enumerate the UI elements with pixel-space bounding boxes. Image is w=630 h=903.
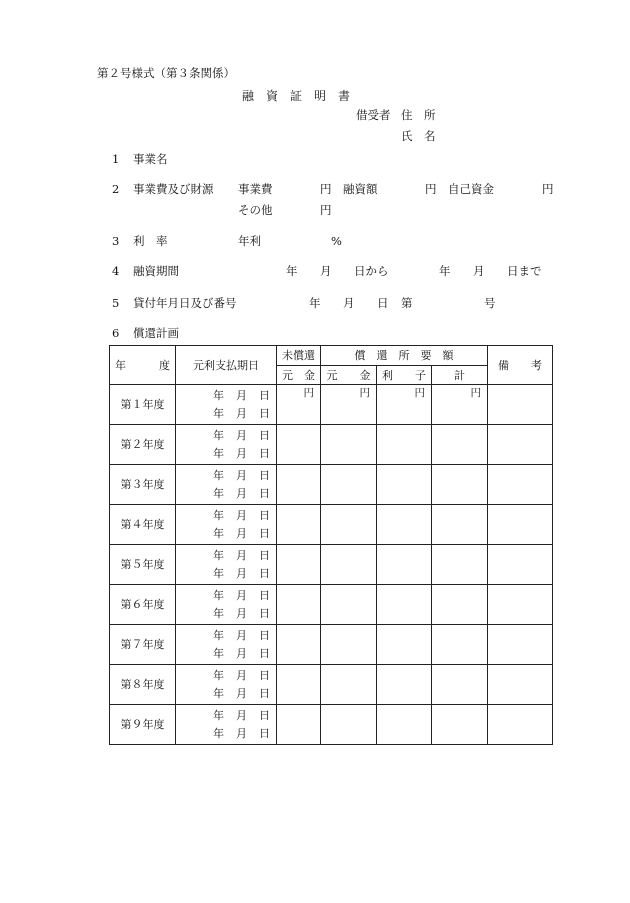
period-start-month: 月 bbox=[320, 264, 332, 278]
table-row bbox=[110, 625, 553, 665]
unpaid-principal-cell bbox=[277, 585, 321, 625]
header-payment-date: 元利支払期日 bbox=[176, 346, 277, 385]
project-cost-label: 事業費 bbox=[238, 182, 273, 196]
payment-date-cell bbox=[176, 465, 277, 505]
remarks-cell bbox=[488, 505, 553, 545]
table-row bbox=[110, 425, 553, 465]
total-cell bbox=[432, 625, 488, 665]
remarks-cell bbox=[488, 705, 553, 745]
header-total: 計 bbox=[432, 366, 488, 385]
loan-amount-label: 融資額 bbox=[343, 182, 378, 196]
principal-cell bbox=[321, 545, 377, 585]
table-row bbox=[110, 665, 553, 705]
month-unit: 月 bbox=[236, 407, 247, 420]
month-unit: 月 bbox=[236, 647, 247, 660]
own-funds-label: 自己資金 bbox=[448, 182, 494, 196]
payment-date-cell bbox=[176, 545, 277, 585]
year-unit: 年 bbox=[213, 727, 224, 740]
payment-date-cell bbox=[176, 705, 277, 745]
yen-unit: 円 bbox=[414, 387, 425, 399]
day-unit: 日 bbox=[259, 607, 270, 620]
loan-number-suffix: 号 bbox=[484, 296, 496, 310]
month-unit: 月 bbox=[236, 429, 247, 442]
header-remarks: 備 考 bbox=[488, 346, 553, 385]
total-cell bbox=[432, 425, 488, 465]
year-unit: 年 bbox=[213, 709, 224, 722]
item-2-label: 事業費及び財源 bbox=[133, 182, 214, 196]
document-title: 融 資 証 明 書 bbox=[242, 89, 351, 103]
annual-rate-label: 年利 bbox=[238, 234, 261, 248]
year-unit: 年 bbox=[213, 527, 224, 540]
principal-cell bbox=[321, 425, 377, 465]
item-5-label: 貸付年月日及び番号 bbox=[133, 296, 237, 310]
principal-cell bbox=[321, 585, 377, 625]
month-unit: 月 bbox=[236, 447, 247, 460]
unpaid-principal-cell bbox=[277, 705, 321, 745]
fiscal-year-label: 第９年度 bbox=[110, 705, 176, 745]
payment-date-cell bbox=[176, 625, 277, 665]
total-cell bbox=[432, 585, 488, 625]
interest-cell bbox=[377, 665, 432, 705]
interest-cell bbox=[377, 545, 432, 585]
repayment-plan-table bbox=[109, 345, 553, 745]
month-unit: 月 bbox=[236, 629, 247, 642]
year-unit: 年 bbox=[213, 669, 224, 682]
principal-cell bbox=[321, 465, 377, 505]
fiscal-year-label: 第８年度 bbox=[110, 665, 176, 705]
year-unit: 年 bbox=[213, 389, 224, 402]
other-funds-unit: 円 bbox=[320, 203, 332, 217]
year-unit: 年 bbox=[213, 629, 224, 642]
unpaid-principal-cell bbox=[277, 545, 321, 585]
header-principal: 元 金 bbox=[321, 366, 377, 385]
unpaid-principal-cell bbox=[277, 625, 321, 665]
table-row bbox=[110, 385, 553, 425]
year-unit: 年 bbox=[213, 447, 224, 460]
name-label: 氏 名 bbox=[401, 129, 436, 143]
item-5-number: 5 bbox=[112, 296, 120, 310]
day-unit: 日 bbox=[259, 407, 270, 420]
header-required-repayment: 償 還 所 要 額 bbox=[321, 346, 488, 366]
year-unit: 年 bbox=[213, 487, 224, 500]
month-unit: 月 bbox=[236, 727, 247, 740]
interest-cell bbox=[377, 705, 432, 745]
header-interest: 利 子 bbox=[377, 366, 432, 385]
period-end-year: 年 bbox=[439, 264, 451, 278]
header-unpaid-principal-2: 元 金 bbox=[277, 366, 321, 385]
loan-date-day: 日 bbox=[377, 296, 389, 310]
yen-unit: 円 bbox=[470, 387, 482, 399]
percent-unit: % bbox=[331, 234, 342, 248]
fiscal-year-label: 第３年度 bbox=[110, 465, 176, 505]
month-unit: 月 bbox=[236, 389, 247, 402]
month-unit: 月 bbox=[236, 669, 247, 682]
payment-date-cell bbox=[176, 665, 277, 705]
item-1-label: 事業名 bbox=[133, 152, 168, 166]
remarks-cell bbox=[488, 545, 553, 585]
table-row bbox=[110, 585, 553, 625]
borrower-label: 借受者 bbox=[356, 108, 391, 122]
yen-unit: 円 bbox=[303, 387, 314, 399]
day-unit: 日 bbox=[259, 647, 270, 660]
principal-cell bbox=[321, 505, 377, 545]
year-unit: 年 bbox=[213, 549, 224, 562]
remarks-cell bbox=[488, 425, 553, 465]
year-unit: 年 bbox=[213, 607, 224, 620]
principal-cell bbox=[321, 705, 377, 745]
day-unit: 日 bbox=[259, 487, 270, 500]
fiscal-year-label: 第５年度 bbox=[110, 545, 176, 585]
header-unpaid-principal-1: 未償還 bbox=[277, 346, 321, 366]
year-unit: 年 bbox=[213, 567, 224, 580]
day-unit: 日 bbox=[259, 567, 270, 580]
remarks-cell bbox=[488, 385, 553, 425]
total-cell bbox=[432, 545, 488, 585]
loan-date-year: 年 bbox=[309, 296, 321, 310]
item-1-number: 1 bbox=[112, 152, 120, 166]
payment-date-cell bbox=[176, 505, 277, 545]
fiscal-year-label: 第２年度 bbox=[110, 425, 176, 465]
month-unit: 月 bbox=[236, 527, 247, 540]
day-unit: 日 bbox=[259, 727, 270, 740]
month-unit: 月 bbox=[236, 469, 247, 482]
year-unit: 年 bbox=[213, 647, 224, 660]
payment-date-cell bbox=[176, 385, 277, 425]
day-unit: 日 bbox=[259, 447, 270, 460]
year-unit: 年 bbox=[213, 687, 224, 700]
period-start-day: 日から bbox=[354, 264, 389, 278]
total-cell bbox=[432, 505, 488, 545]
unpaid-principal-cell bbox=[277, 425, 321, 465]
fiscal-year-label: 第７年度 bbox=[110, 625, 176, 665]
header-fiscal-year: 年 度 bbox=[110, 346, 176, 385]
period-end-month: 月 bbox=[473, 264, 485, 278]
unpaid-principal-cell bbox=[277, 385, 321, 425]
day-unit: 日 bbox=[259, 549, 270, 562]
loan-number-prefix: 第 bbox=[401, 296, 413, 310]
address-label: 住 所 bbox=[401, 108, 436, 122]
remarks-cell bbox=[488, 665, 553, 705]
month-unit: 月 bbox=[236, 709, 247, 722]
unpaid-principal-cell bbox=[277, 505, 321, 545]
item-3-label: 利 率 bbox=[133, 234, 168, 248]
month-unit: 月 bbox=[236, 487, 247, 500]
principal-cell bbox=[321, 665, 377, 705]
table-row bbox=[110, 505, 553, 545]
interest-cell bbox=[377, 425, 432, 465]
day-unit: 日 bbox=[259, 429, 270, 442]
principal-cell bbox=[321, 385, 377, 425]
unpaid-principal-cell bbox=[277, 665, 321, 705]
loan-date-month: 月 bbox=[343, 296, 355, 310]
item-2-number: 2 bbox=[112, 182, 120, 196]
year-unit: 年 bbox=[213, 429, 224, 442]
month-unit: 月 bbox=[236, 687, 247, 700]
table-row bbox=[110, 545, 553, 585]
interest-cell bbox=[377, 465, 432, 505]
other-funds-label: その他 bbox=[238, 203, 273, 217]
interest-cell bbox=[377, 625, 432, 665]
day-unit: 日 bbox=[259, 669, 270, 682]
day-unit: 日 bbox=[259, 629, 270, 642]
day-unit: 日 bbox=[259, 687, 270, 700]
fiscal-year-label: 第１年度 bbox=[110, 385, 176, 425]
year-unit: 年 bbox=[213, 509, 224, 522]
remarks-cell bbox=[488, 585, 553, 625]
loan-amount-unit: 円 bbox=[425, 182, 437, 196]
total-cell bbox=[432, 465, 488, 505]
item-6-number: 6 bbox=[112, 326, 120, 340]
day-unit: 日 bbox=[259, 589, 270, 602]
remarks-cell bbox=[488, 465, 553, 505]
day-unit: 日 bbox=[259, 509, 270, 522]
day-unit: 日 bbox=[259, 709, 270, 722]
month-unit: 月 bbox=[236, 607, 247, 620]
total-cell bbox=[432, 385, 488, 425]
yen-unit: 円 bbox=[359, 387, 370, 399]
month-unit: 月 bbox=[236, 589, 247, 602]
principal-cell bbox=[321, 625, 377, 665]
fiscal-year-label: 第４年度 bbox=[110, 505, 176, 545]
period-end-day: 日まで bbox=[507, 264, 542, 278]
year-unit: 年 bbox=[213, 589, 224, 602]
payment-date-cell bbox=[176, 585, 277, 625]
form-number: 第２号様式（第３条関係） bbox=[97, 66, 235, 80]
payment-date-cell bbox=[176, 425, 277, 465]
own-funds-unit: 円 bbox=[542, 182, 554, 196]
unpaid-principal-cell bbox=[277, 465, 321, 505]
year-unit: 年 bbox=[213, 469, 224, 482]
table-row bbox=[110, 465, 553, 505]
day-unit: 日 bbox=[259, 469, 270, 482]
total-cell bbox=[432, 705, 488, 745]
item-3-number: 3 bbox=[112, 234, 120, 248]
day-unit: 日 bbox=[259, 527, 270, 540]
remarks-cell bbox=[488, 625, 553, 665]
item-4-label: 融資期間 bbox=[133, 264, 179, 278]
item-4-number: 4 bbox=[112, 264, 120, 278]
interest-cell bbox=[377, 505, 432, 545]
total-cell bbox=[432, 665, 488, 705]
year-unit: 年 bbox=[213, 407, 224, 420]
period-start-year: 年 bbox=[286, 264, 298, 278]
project-cost-unit: 円 bbox=[320, 182, 332, 196]
interest-cell bbox=[377, 585, 432, 625]
interest-cell bbox=[377, 385, 432, 425]
month-unit: 月 bbox=[236, 549, 247, 562]
month-unit: 月 bbox=[236, 509, 247, 522]
month-unit: 月 bbox=[236, 567, 247, 580]
item-6-label: 償還計画 bbox=[133, 326, 179, 340]
fiscal-year-label: 第６年度 bbox=[110, 585, 176, 625]
table-row bbox=[110, 705, 553, 745]
day-unit: 日 bbox=[259, 389, 270, 402]
